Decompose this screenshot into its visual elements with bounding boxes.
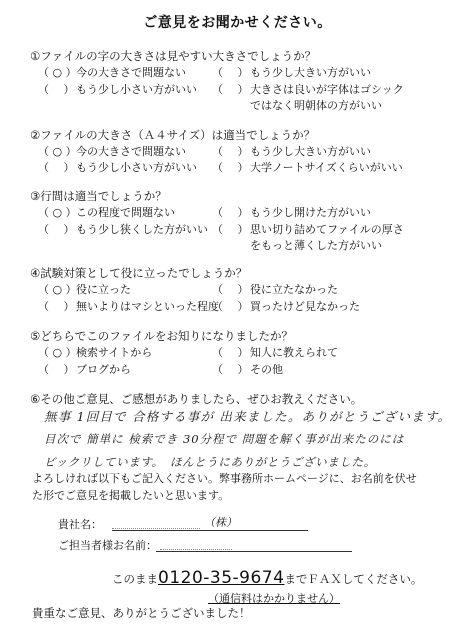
q2-option-4-label: 大学ノートサイズくらいがいい (250, 161, 403, 174)
question-1: ①ファイルの字の大きさは見やすい大きさでしょうか？ (30, 49, 317, 63)
q5-option-3-label: ブログから (76, 363, 131, 376)
company-value: （株） (204, 516, 237, 529)
q3-option-3-mark: （ ） (38, 223, 75, 236)
q3-option-3[interactable] (38, 223, 208, 236)
notice-line-2: た形でご意見を掲載したいと思います。 (32, 489, 230, 502)
q1-option-2-label: もう少し大きい方がいい (250, 66, 371, 79)
q1-option-1[interactable] (38, 66, 186, 79)
q1-option-3-label: もう少し小さい方がいい (76, 83, 197, 96)
question-4: ④試験対策として役に立ったでしょうか？ (30, 266, 248, 280)
q4-option-1[interactable] (38, 283, 131, 296)
q1-option-3-mark: （ ） (38, 83, 75, 96)
notice-line-1: よろしければ以下もご記入ください。弊事務所ホームページに、お名前を伏せ (32, 472, 417, 485)
q4-option-3-mark: （ ） (38, 300, 75, 313)
question-3: ③行間は適当でしょうか？ (30, 189, 167, 203)
q3-option-2-label: もう少し開けた方がいい (250, 206, 371, 219)
q3-option-1-mark: （ ○ ） (38, 206, 77, 219)
q5-option-1-label: 検索サイトから (76, 346, 153, 359)
q3-option-2-mark: （ ） (212, 206, 249, 219)
q4-option-4-mark: （ ） (212, 300, 249, 313)
question-2: ②ファイルの大きさ（Ａ４サイズ）は適当でしょうか？ (30, 128, 316, 142)
q5-option-4-label: その他 (250, 363, 283, 376)
q1-option-4-cont: ではなく明朝体の方がいい (250, 99, 382, 112)
fax-instruction (112, 568, 422, 588)
company-field-line[interactable] (112, 530, 308, 531)
q2-option-2-mark: （ ） (212, 145, 249, 158)
q1-option-2-mark: （ ） (212, 66, 249, 79)
q2-option-4[interactable] (212, 161, 403, 174)
handwritten-comment-line-2: 目次で 簡単に 検索でき 30分程で 問題を解く事が出来たのには (44, 432, 405, 446)
q1-option-4-mark: （ ） (212, 83, 249, 96)
q4-option-3[interactable] (38, 300, 219, 313)
person-field-line[interactable] (156, 551, 352, 552)
q4-option-2[interactable] (212, 283, 338, 296)
q5-option-2-label: 知人に教えられて (250, 346, 338, 359)
q2-option-1-mark: （ ○ ） (38, 145, 77, 158)
q4-option-1-label: 役に立った (76, 283, 131, 296)
q3-option-4-label: 思い切り詰めてファイルの厚さ (250, 223, 404, 236)
company-redacted (112, 528, 200, 529)
q1-option-4[interactable] (212, 83, 404, 96)
person-label: ご担当者様お名前： (58, 539, 157, 552)
q3-option-1[interactable] (38, 206, 175, 219)
q5-option-1[interactable] (38, 346, 152, 359)
q1-option-2[interactable] (212, 66, 371, 79)
person-redacted (160, 549, 232, 550)
q4-option-2-mark: （ ） (212, 283, 249, 296)
q4-option-1-mark: （ ○ ） (38, 283, 77, 296)
q3-option-4-mark: （ ） (212, 223, 249, 236)
fax-prefix: このまま (112, 572, 158, 586)
q2-option-4-mark: （ ） (212, 161, 249, 174)
q1-option-1-mark: （ ○ ） (38, 66, 77, 79)
q1-option-1-label: 今の大きさで問題ない (76, 66, 186, 79)
handwritten-comment-line-1: 無事 1回目で 合格する事が 出来ました。ありがとうございます。 (44, 409, 452, 424)
q2-option-2[interactable] (212, 145, 371, 158)
q5-option-2[interactable] (212, 346, 338, 359)
q4-option-4-label: 買ったけど見なかった (250, 300, 360, 313)
q2-option-1-label: 今の大きさで問題ない (76, 145, 186, 158)
question-5: ⑤どちらでこのファイルをお知りになりましたか？ (30, 329, 293, 343)
fax-number[interactable]: 0120-35-9674 (158, 568, 285, 588)
handwritten-comment-line-3: ビックリしています。 ほんとうにありがとうございました。 (44, 455, 376, 469)
page-title: ご意見をお聞かせください。 (143, 15, 332, 31)
fax-suffix: までＦＡＸしてください。 (284, 572, 423, 586)
q4-option-4[interactable] (212, 300, 360, 313)
q1-option-3[interactable] (38, 83, 197, 96)
q3-option-2[interactable] (212, 206, 371, 219)
q4-option-3-label: 無いよりはマシといった程度 (76, 300, 219, 313)
q2-option-2-label: もう少し大きい方がいい (250, 145, 371, 158)
company-label: 貴社名： (58, 518, 102, 531)
q5-option-4[interactable] (212, 363, 283, 376)
q3-option-1-label: この程度で問題ない (76, 206, 175, 219)
q2-option-3-mark: （ ） (38, 161, 75, 174)
q1-option-4-label: 大きさは良いが字体はゴシック (250, 83, 404, 96)
q2-option-1[interactable] (38, 145, 186, 158)
q2-option-3-label: もう少し小さい方がいい (76, 161, 197, 174)
q4-option-2-label: 役に立たなかった (250, 283, 338, 296)
question-6: ⑥その他ご意見、ご感想がありましたら、ぜひお教えください。 (30, 392, 363, 406)
q5-option-3-mark: （ ） (38, 363, 75, 376)
q2-option-3[interactable] (38, 161, 197, 174)
q3-option-3-label: もう少し狭くした方がいい (76, 223, 208, 236)
q5-option-4-mark: （ ） (212, 363, 249, 376)
q3-option-4[interactable] (212, 223, 404, 236)
q5-option-1-mark: （ ○ ） (38, 346, 77, 359)
fax-note: （通信料はかかりません） (208, 592, 340, 605)
q5-option-3[interactable] (38, 363, 131, 376)
q5-option-2-mark: （ ） (212, 346, 249, 359)
q3-option-4-cont: をもっと薄くした方がいい (250, 239, 382, 252)
thanks-message: 貴重なご意見、ありがとうございました！ (32, 606, 251, 620)
